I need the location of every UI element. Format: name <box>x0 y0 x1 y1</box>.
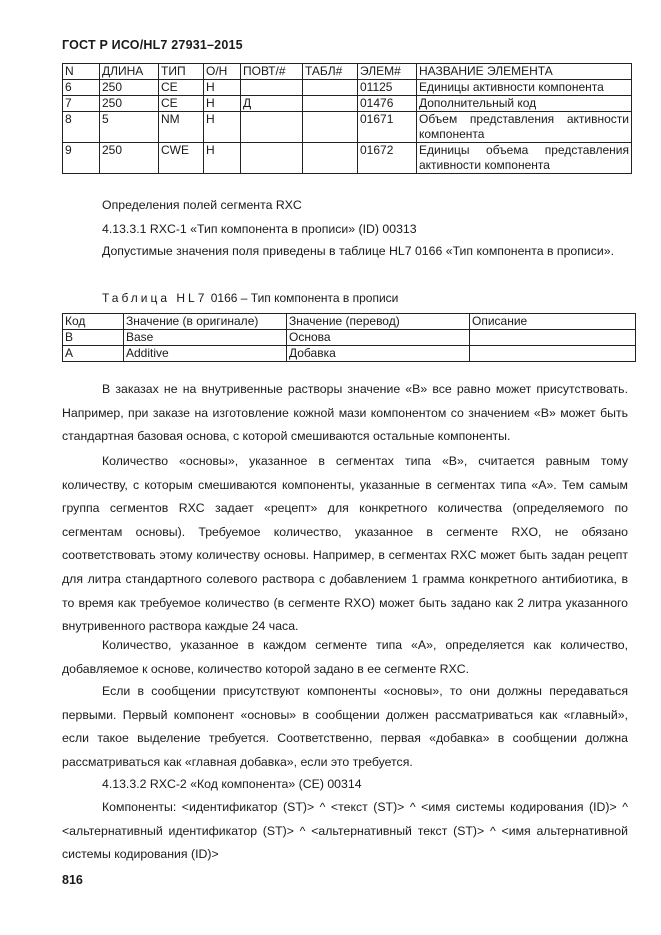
table-cell <box>241 143 303 174</box>
table-cell <box>241 112 303 143</box>
table-cell <box>303 143 358 174</box>
table-cell: Н <box>204 80 241 96</box>
table-cell: 01672 <box>358 143 417 174</box>
table-row <box>63 96 632 112</box>
table-cell: CWE <box>159 143 204 174</box>
table-cell: Добавка <box>287 346 470 362</box>
table-row <box>63 346 636 362</box>
caption-text: 0166 – Тип компонента в прописи <box>207 291 399 305</box>
table-row <box>63 330 636 346</box>
document-header: ГОСТ Р ИСО/HL7 27931–2015 <box>62 38 243 52</box>
header-cell: Значение (перевод) <box>287 314 470 330</box>
table-cell: 5 <box>100 112 159 143</box>
table-cell: 7 <box>63 96 100 112</box>
table-cell: Дополнительный код <box>417 96 632 112</box>
table-cell: 01671 <box>358 112 417 143</box>
paragraph: Количество, указанное в каждом сегменте типа «A», определяется как количество, добавляемое к основе, количество которой задано в ее сегменте RXC. <box>62 638 628 676</box>
table-row <box>63 112 632 143</box>
section-heading: 4.13.3.2 RXC-2 «Код компонента» (CE) 00314 <box>102 777 362 791</box>
table-cell <box>303 96 358 112</box>
header-cell: ДЛИНА <box>100 64 159 80</box>
table-cell: Н <box>204 143 241 174</box>
table-cell: CE <box>159 96 204 112</box>
table-cell: CE <box>159 80 204 96</box>
segment-fields-table <box>62 63 632 174</box>
header-cell: НАЗВАНИЕ ЭЛЕМЕНТА <box>417 64 632 80</box>
table-cell: 01476 <box>358 96 417 112</box>
paragraph: Допустимые значения поля приведены в таблице HL7 0166 «Тип компонента в прописи». <box>102 244 615 258</box>
header-cell: Код <box>63 314 124 330</box>
header-cell: ЭЛЕМ# <box>358 64 417 80</box>
table-cell: A <box>63 346 124 362</box>
table-cell: B <box>63 330 124 346</box>
table-cell <box>470 330 636 346</box>
table-cell: 250 <box>100 96 159 112</box>
definitions-title: Определения полей сегмента RXC <box>102 198 302 212</box>
table-cell: 250 <box>100 80 159 96</box>
table-cell: Объем представления активности компонента <box>417 112 632 143</box>
table-cell: Основа <box>287 330 470 346</box>
table-cell <box>470 346 636 362</box>
table-cell <box>303 112 358 143</box>
table-cell: Н <box>204 96 241 112</box>
page-number: 816 <box>62 873 83 887</box>
header-cell: ТАБЛ# <box>303 64 358 80</box>
table-cell <box>241 80 303 96</box>
header-cell: ТИП <box>159 64 204 80</box>
caption-prefix: Таблица HL7 <box>102 291 208 305</box>
header-cell: Описание <box>470 314 636 330</box>
header-cell: ПОВТ/# <box>241 64 303 80</box>
paragraph: Если в сообщении присутствуют компоненты «основы», то они должны передаваться первыми. Первый компонент «основы» в сообщении должен рассматриваться как «главный», если такое выделение требуется. Соответственно, первая «добавка» в сообщении должна рассматриваться как «главная добавка», если это требуется. <box>62 684 628 769</box>
table-cell: 01125 <box>358 80 417 96</box>
table-cell: 250 <box>100 143 159 174</box>
section-heading: 4.13.3.1 RXC-1 «Тип компонента в прописи» (ID) 00313 <box>102 222 417 236</box>
header-cell: Значение (в оригинале) <box>124 314 287 330</box>
table-cell: Н <box>204 112 241 143</box>
table-cell: Д <box>241 96 303 112</box>
table-caption <box>102 291 398 305</box>
table-cell: 8 <box>63 112 100 143</box>
table-cell <box>303 80 358 96</box>
table-row <box>63 80 632 96</box>
component-type-table <box>62 313 636 362</box>
paragraph: Компоненты: <идентификатор (ST)> ^ <текст (ST)> ^ <имя системы кодирования (ID)> ^ <альтернативный идентификатор (ST)> ^ <альтернативный текст (ST)> ^ <имя альтернативной системы кодирования (ID)> <box>62 800 628 862</box>
paragraph: Количество «основы», указанное в сегментах типа «B», считается равным тому количеству, с которым смешиваются компоненты, указанные в сегментах типа «A». Тем самым группа сегментов RXC задает «рецепт» для конкретного количества (определяемого по сегментам основы). Требуемое количество, указанное в сегменте RXO, не обязано соответствовать этому количеству основы. Например, в сегментах RXC может быть задан рецепт для литра стандартного солевого раствора с добавлением 1 грамма конкретного антибиотика, в то время как требуемое количество (в сегменте RXO) может быть задано как 2 литра указанного внутривенного раствора каждые 24 часа. <box>62 454 628 634</box>
table-cell: 9 <box>63 143 100 174</box>
table-header-row <box>63 314 636 330</box>
table-cell: Base <box>124 330 287 346</box>
header-cell: N <box>63 64 100 80</box>
table-cell: 6 <box>63 80 100 96</box>
table-cell: Единицы активности компонента <box>417 80 632 96</box>
table-row <box>63 143 632 174</box>
paragraph: В заказах не на внутривенные растворы значение «B» все равно может присутствовать. Например, при заказе на изготовление кожной мази компонентом со значением «B» может быть стандартная базовая основа, с которой смешиваются остальные компоненты. <box>62 382 628 444</box>
header-cell: О/Н <box>204 64 241 80</box>
table-cell: NM <box>159 112 204 143</box>
table-header-row <box>63 64 632 80</box>
table-cell: Additive <box>124 346 287 362</box>
table-cell: Единицы объема представления активности компонента <box>417 143 632 174</box>
